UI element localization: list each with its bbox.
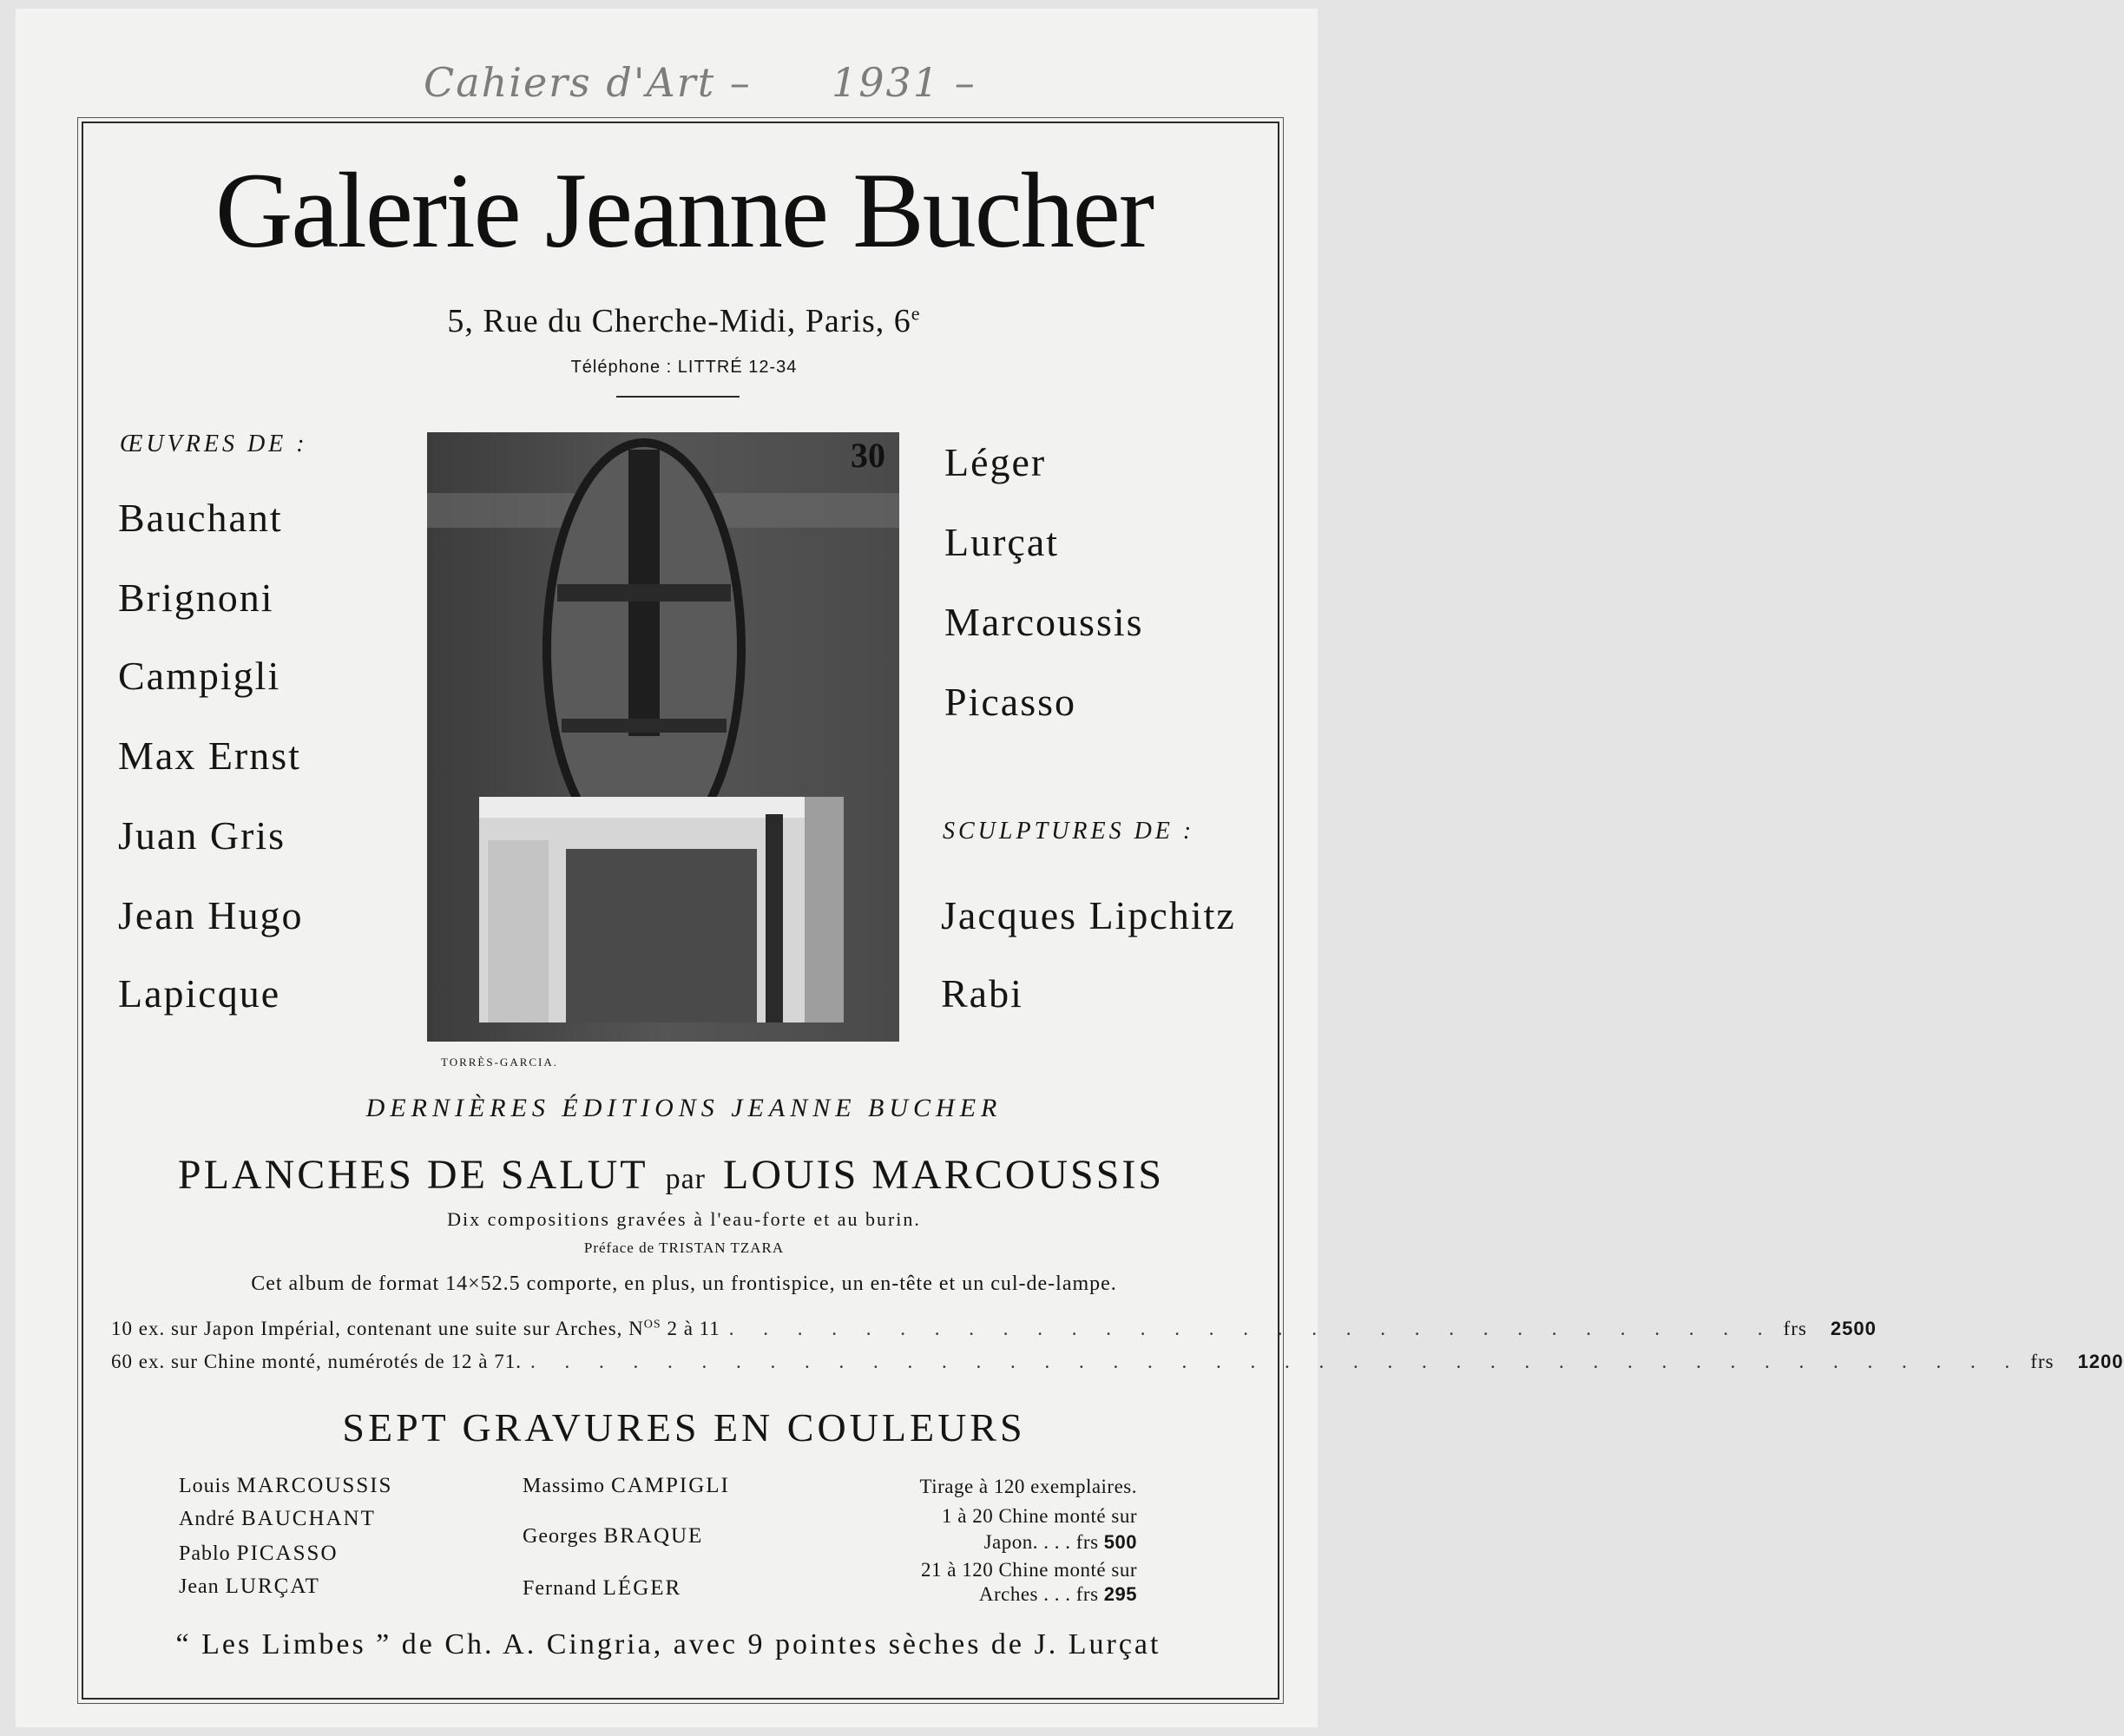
price-description-range: 2 à 11 <box>661 1318 720 1339</box>
sculptor-name: Rabi <box>941 971 1023 1016</box>
engraver-surname: CAMPIGLI <box>611 1474 730 1497</box>
price-amount: 1200 <box>2077 1351 2124 1372</box>
gallery-name: Galerie Jeanne Bucher <box>214 151 1154 270</box>
editions-heading: DERNIÈRES ÉDITIONS JEANNE BUCHER <box>365 1094 1003 1122</box>
leader-dots: . . . . . . . . . . . . . . . . . . . . . . . . . . . . . . . . . . . . . . . . . . . . <box>529 1351 2022 1372</box>
gravures-heading: SEPT GRAVURES EN COULEURS <box>342 1405 1026 1450</box>
engraver-surname: MARCOUSSIS <box>236 1474 393 1497</box>
handwritten-note <box>424 59 979 120</box>
painting-caption: TORRÈS-GARCIA. <box>441 1055 559 1069</box>
tirage-price-amount: 500 <box>1103 1531 1137 1553</box>
edition-title-par: par <box>665 1163 706 1195</box>
price-description-text: 10 ex. sur Japon Impérial, contenant une suite sur Arches, N <box>111 1318 644 1339</box>
engraver-first-name: Fernand <box>523 1577 597 1600</box>
tirage-line: 21 à 120 Chine monté sur <box>921 1559 1137 1581</box>
sculptures-heading: SCULPTURES DE : <box>943 818 1195 845</box>
still-life-painting <box>427 432 899 1042</box>
engraver-first-name: Louis <box>179 1475 231 1497</box>
artist-name: Jean Hugo <box>118 893 304 937</box>
address-arrondissement-suffix: e <box>911 302 921 325</box>
artist-name: Campigli <box>118 654 281 698</box>
magazine-page <box>16 9 2124 1727</box>
price-currency: frs <box>1783 1318 1807 1339</box>
engraver-first-name: Pablo <box>179 1542 231 1565</box>
engraver-name <box>523 1576 681 1601</box>
engraver-name <box>179 1575 320 1599</box>
artist-name: Juan Gris <box>118 813 286 858</box>
artist-name: Léger <box>944 440 1047 484</box>
price-description: 60 ex. sur Chine monté, numérotés de 12 à 71. <box>111 1351 522 1372</box>
artist-name: Bauchant <box>118 496 283 540</box>
oeuvres-heading: ŒUVRES DE : <box>120 431 308 457</box>
artist-name: Brignoni <box>118 575 274 620</box>
price-description-sup: OS <box>643 1318 661 1332</box>
engraver-name <box>179 1474 392 1498</box>
edition-title-work: PLANCHES DE SALUT <box>177 1152 648 1198</box>
tirage-price-text: Arches . . . frs <box>978 1583 1099 1605</box>
tirage-price-text: Japon. . . . frs <box>983 1531 1099 1553</box>
tirage-price-line <box>849 1531 1137 1554</box>
leader-dots: . . . . . . . . . . . . . . . . . . . . . . . . . . . . . . . <box>728 1318 1775 1339</box>
tirage-line: Tirage à 120 exemplaires. <box>919 1476 1137 1497</box>
engraver-first-name: André <box>179 1508 235 1530</box>
edition-title-author: LOUIS MARCOUSSIS <box>723 1152 1165 1198</box>
engraver-first-name: Jean <box>179 1575 220 1598</box>
engraver-surname: LURÇAT <box>225 1575 320 1598</box>
engraver-surname: LÉGER <box>602 1576 682 1600</box>
tirage-line: 1 à 20 Chine monté sur <box>942 1505 1137 1527</box>
tirage-price-amount: 295 <box>1103 1583 1137 1605</box>
edition-subtitle: Dix compositions gravées à l'eau-forte et au burin. <box>447 1208 921 1230</box>
tirage-price-line <box>849 1583 1137 1606</box>
album-note: Cet album de format 14×52.5 comporte, en plus, un frontispice, un en-tête et un cul-de-lampe. <box>251 1272 1117 1295</box>
divider <box>616 396 740 398</box>
edition-preface: Préface de TRISTAN TZARA <box>583 1240 785 1256</box>
sculptor-name: Jacques Lipchitz <box>941 893 1236 937</box>
painting-number-mark: 30 <box>851 436 885 475</box>
gallery-address <box>16 302 1352 340</box>
artist-name: Max Ernst <box>118 733 301 778</box>
handwritten-note-source: Cahiers d'Art – <box>424 59 752 106</box>
engraver-surname: BAUCHANT <box>240 1507 376 1530</box>
engraver-first-name: Massimo <box>523 1475 606 1497</box>
engraver-surname: BRAQUE <box>603 1524 704 1548</box>
price-currency: frs <box>2030 1351 2055 1372</box>
engraver-first-name: Georges <box>523 1525 598 1548</box>
edition-title <box>111 1151 1231 1199</box>
price-description <box>111 1318 720 1340</box>
footer-announcement: “ Les Limbes ” de Ch. A. Cingria, avec 9 pointes sèches de J. Lurçat <box>175 1628 1161 1660</box>
artist-name: Lapicque <box>118 971 281 1016</box>
price-amount: 2500 <box>1830 1318 1877 1339</box>
engraver-name <box>523 1524 703 1549</box>
engraver-surname: PICASSO <box>236 1542 339 1565</box>
artist-name: Lurçat <box>944 520 1060 564</box>
price-row <box>111 1351 2124 1373</box>
price-row <box>111 1318 1877 1340</box>
artist-name: Marcoussis <box>944 600 1144 644</box>
gallery-phone: Téléphone : LITTRÉ 12-34 <box>570 358 798 377</box>
address-text: 5, Rue du Cherche-Midi, Paris, 6 <box>447 303 911 339</box>
engraver-name <box>523 1474 730 1498</box>
engraver-name <box>179 1507 376 1531</box>
painting-reproduction <box>427 432 899 1042</box>
handwritten-note-year: 1931 – <box>832 59 977 106</box>
artist-name: Picasso <box>944 680 1076 724</box>
engraver-name <box>179 1542 339 1566</box>
